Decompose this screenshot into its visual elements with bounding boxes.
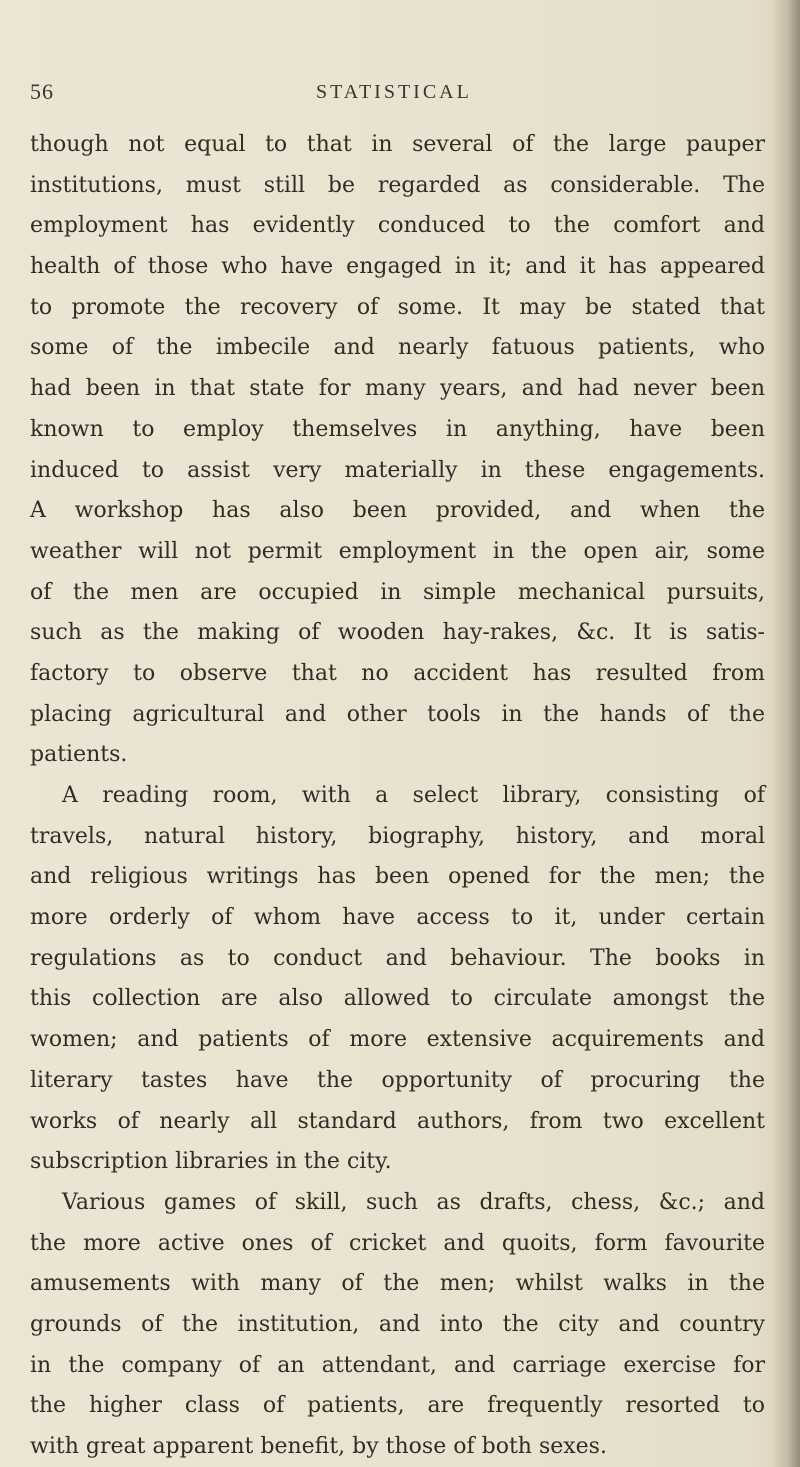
text-line: of the men are occupied in simple mechanical pursuits,	[30, 579, 765, 605]
text-line: works of nearly all standard authors, from two excellent	[30, 1108, 765, 1134]
text-line: induced to assist very materially in these engagements.	[30, 457, 765, 483]
text-line: grounds of the institution, and into the city and country	[30, 1311, 765, 1337]
text-line: known to employ themselves in anything, have been	[30, 416, 765, 442]
paragraph-start-line: A reading room, with a select library, consisting of	[62, 783, 765, 808]
page-edge-shadow	[772, 0, 800, 1467]
text-line: such as the making of wooden hay-rakes, &c. It is satis-	[30, 620, 765, 646]
text-line: in the company of an attendant, and carriage exercise for	[30, 1352, 765, 1378]
page-number: 56	[30, 79, 54, 104]
text-line: placing agricultural and other tools in the hands of the	[30, 701, 765, 727]
text-line: A workshop has also been provided, and when the	[30, 498, 765, 524]
text-line: the more active ones of cricket and quoits, form favourite	[30, 1230, 765, 1256]
text-line: employment has evidently conduced to the comfort and	[30, 213, 765, 239]
text-line: more orderly of whom have access to it, under certain	[30, 905, 765, 931]
text-line: some of the imbecile and nearly fatuous patients, who	[30, 335, 765, 361]
text-line: literary tastes have the opportunity of procuring the	[30, 1067, 765, 1093]
paragraph-start-line: Various games of skill, such as drafts, chess, &c.; and	[62, 1189, 765, 1215]
body-text	[30, 125, 765, 1467]
paragraph-end-line: with great apparent benefit, by those of both sexes.	[30, 1434, 607, 1459]
paragraph-end-line: subscription libraries in the city.	[30, 1149, 392, 1175]
text-line: had been in that state for many years, and had never been	[30, 376, 765, 402]
text-line: amusements with many of the men; whilst walks in the	[30, 1271, 765, 1297]
text-line: women; and patients of more extensive acquirements and	[30, 1027, 765, 1053]
text-line: though not equal to that in several of the large pauper	[30, 132, 765, 157]
text-line: factory to observe that no accident has resulted from	[30, 660, 765, 686]
text-line: weather will not permit employment in the open air, some	[30, 538, 765, 564]
text-line: regulations as to conduct and behaviour. The books in	[30, 945, 765, 971]
text-line: this collection are also allowed to circulate amongst the	[30, 986, 765, 1012]
running-title: STATISTICAL	[316, 81, 472, 103]
text-line: institutions, must still be regarded as considerable. The	[30, 172, 765, 198]
text-line: travels, natural history, biography, history, and moral	[30, 823, 765, 849]
text-line: and religious writings has been opened for the men; the	[30, 864, 765, 890]
text-line: the higher class of patients, are frequently resorted to	[30, 1393, 765, 1419]
text-line: to promote the recovery of some. It may be stated that	[30, 294, 765, 320]
paragraph-end-line: patients.	[30, 742, 128, 768]
text-line: health of those who have engaged in it; and it has appeared	[30, 254, 765, 280]
